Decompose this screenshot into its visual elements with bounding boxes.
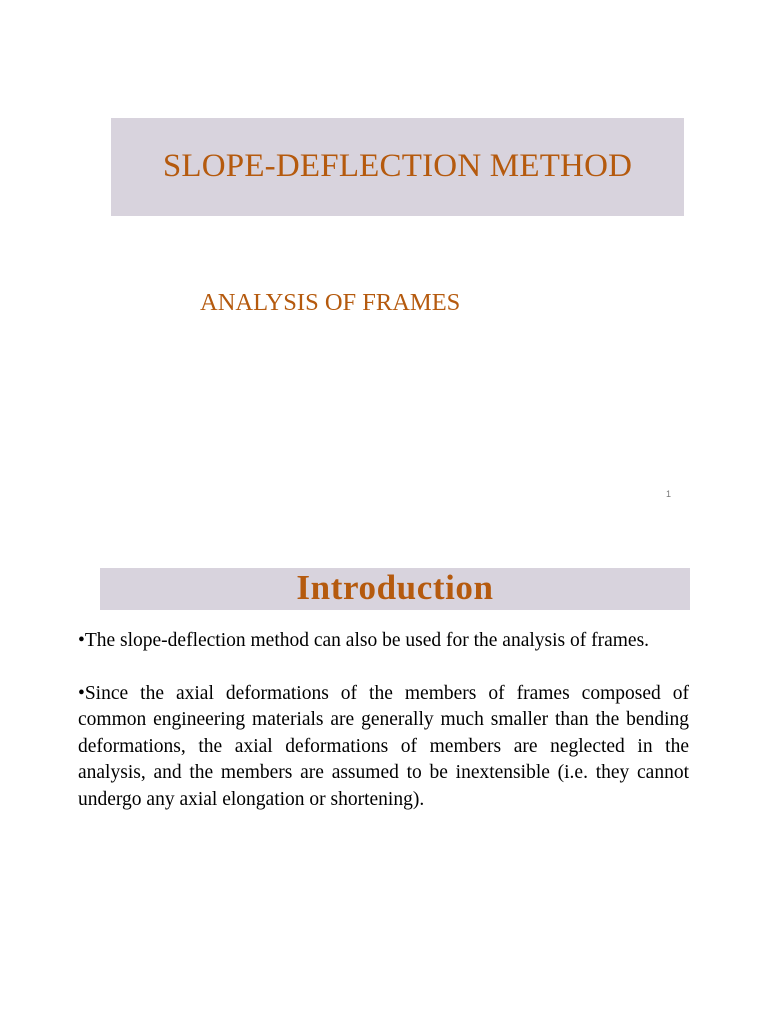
paragraph-1: •The slope-deflection method can also be used for the analysis of frames.: [78, 630, 650, 651]
page-number: 1: [666, 489, 672, 499]
introduction-heading: Introduction: [296, 568, 494, 607]
introduction-banner: [100, 568, 690, 610]
slide-title: SLOPE-DEFLECTION METHOD: [162, 148, 633, 184]
title-banner: [111, 118, 684, 216]
body-text: [78, 628, 689, 839]
slide-subtitle: ANALYSIS OF FRAMES: [200, 289, 461, 316]
paragraph-2: •Since the axial deformations of the members of frames composed of common engineering materials are generally much smaller than the bending deformations, the axial deformations of members are neglected in the analysis, and the members are assumed to be inextensible (i.e. they cannot undergo any axial elongation or shortening).: [78, 682, 689, 810]
